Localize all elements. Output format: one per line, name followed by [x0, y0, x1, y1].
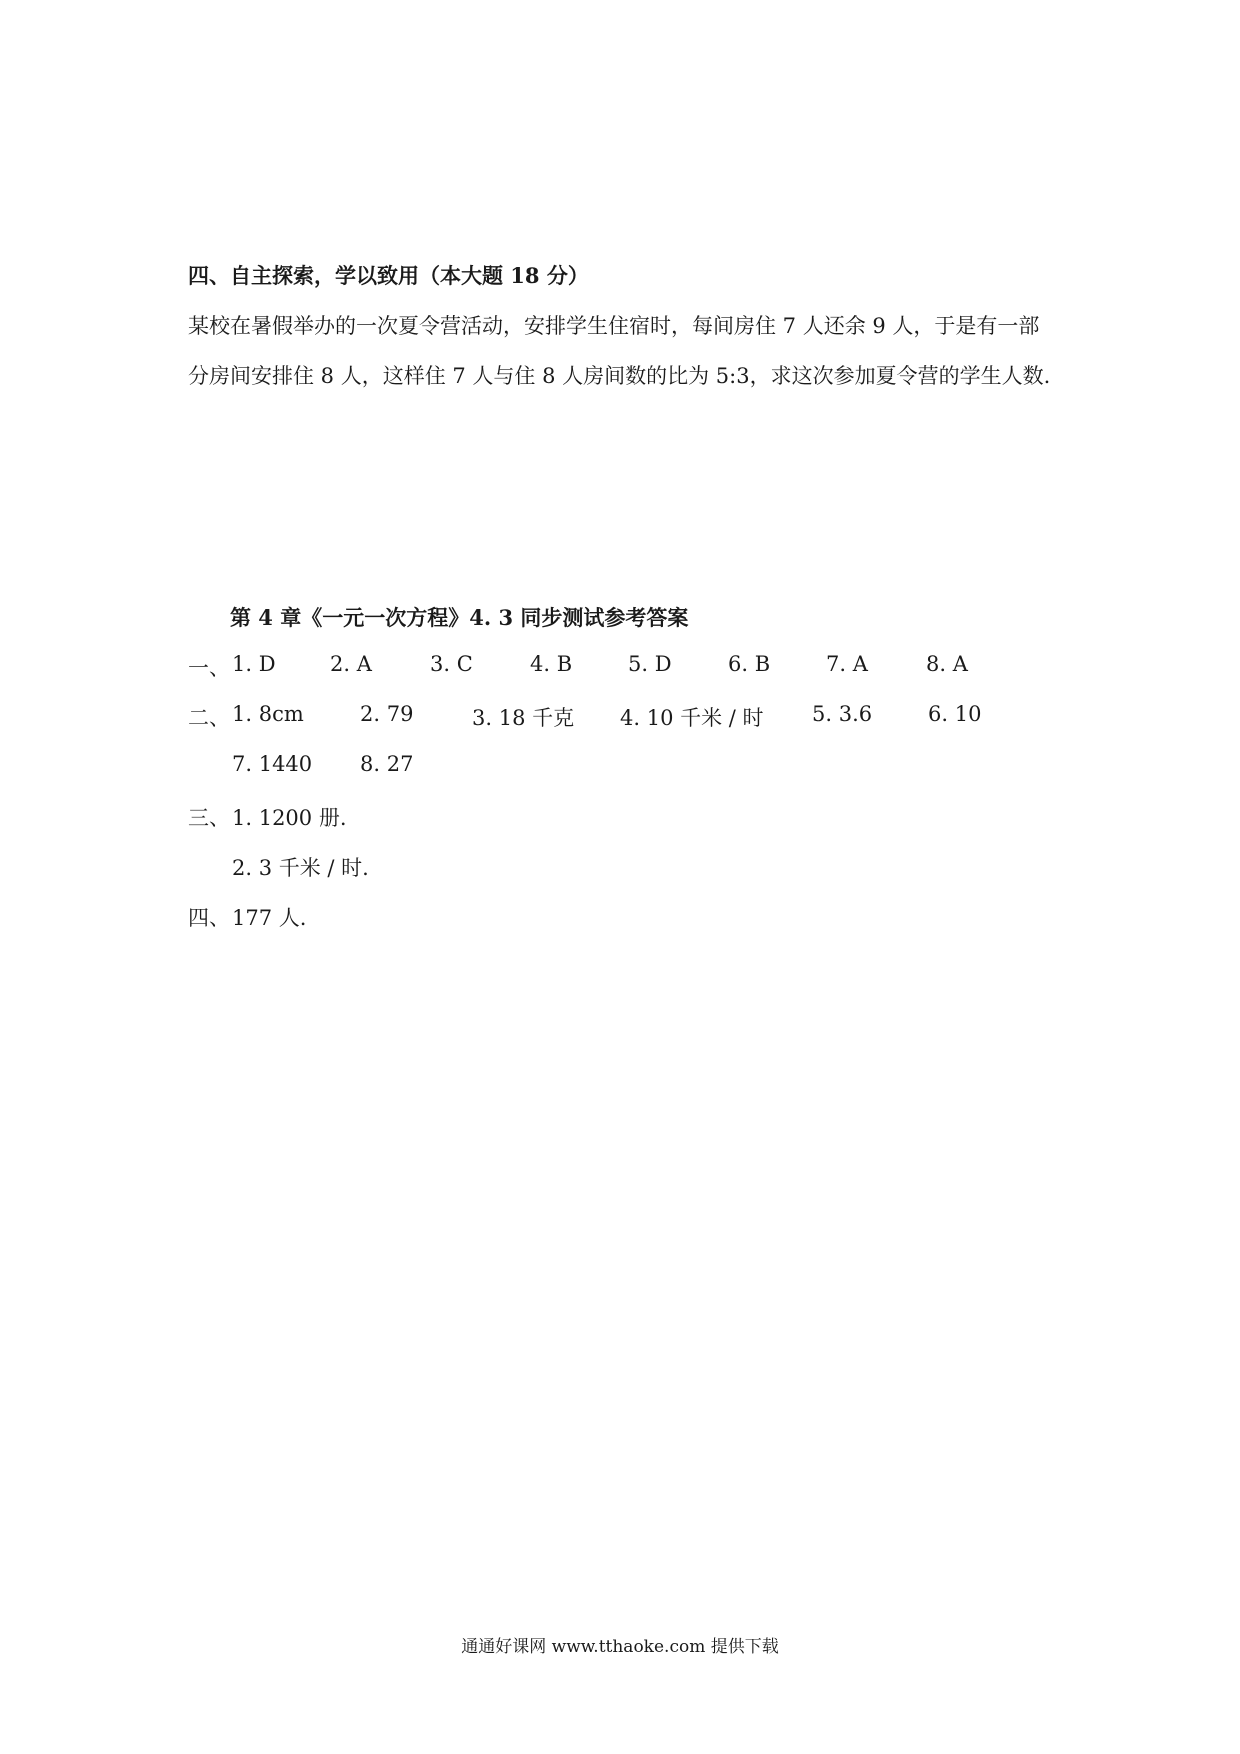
part1-item-8: 8. A: [926, 652, 968, 676]
part1-item-2: 2. A: [330, 652, 372, 676]
part2-item-8: 8. 27: [360, 752, 414, 776]
part4-label: 四、: [188, 906, 230, 930]
answers-title: 第 4 章《一元一次方程》4. 3 同步测试参考答案: [230, 605, 689, 630]
part4-answer: 177 人.: [232, 906, 307, 930]
problem-line-1: 某校在暑假举办的一次夏令营活动，安排学生住宿时，每间房住 7 人还余 9 人，于是有一部: [188, 314, 1040, 338]
part2-label: 二、: [188, 706, 230, 730]
part1-item-1: 1. D: [232, 652, 276, 676]
part2-item-6: 6. 10: [928, 702, 982, 726]
part2-item-3: 3. 18 千克: [472, 706, 575, 730]
part2-item-2: 2. 79: [360, 702, 414, 726]
part3-item-2: 2. 3 千米 / 时.: [232, 856, 369, 880]
footer-text: 通通好课网 www.tthaoke.com 提供下载: [461, 1637, 779, 1657]
section4-heading: 四、自主探索，学以致用（本大题 18 分）: [188, 263, 589, 288]
part1-item-3: 3. C: [430, 652, 473, 676]
part3-item-1: 1. 1200 册.: [232, 806, 347, 830]
part1-item-4: 4. B: [530, 652, 573, 676]
part3-label: 三、: [188, 806, 230, 830]
part2-item-5: 5. 3.6: [812, 702, 873, 726]
part1-label: 一、: [188, 656, 230, 680]
problem-line-2: 分房间安排住 8 人，这样住 7 人与住 8 人房间数的比为 5:3，求这次参加夏令营的学生人数.: [188, 364, 1051, 388]
part1-item-6: 6. B: [728, 652, 771, 676]
part2-item-1: 1. 8cm: [232, 702, 304, 726]
part1-item-7: 7. A: [826, 652, 868, 676]
part2-item-7: 7. 1440: [232, 752, 313, 776]
part1-item-5: 5. D: [628, 652, 672, 676]
part2-item-4: 4. 10 千米 / 时: [620, 706, 764, 730]
